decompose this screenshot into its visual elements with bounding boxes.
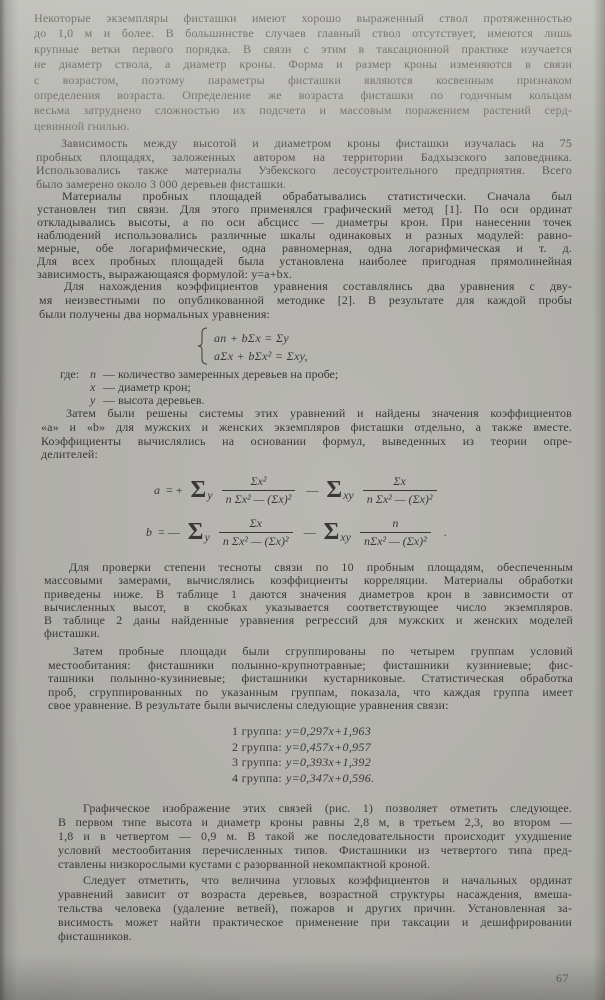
variable-symbol: y: [90, 393, 96, 407]
paragraph-line: Затем были решены системы этих уравнений и найдены значения коэффициентов: [66, 407, 572, 420]
normal-equations: [214, 329, 308, 365]
group-label: 3 группа:: [232, 755, 282, 769]
paragraph-7: [48, 645, 573, 713]
group-equation: y=0,297x+1,963: [285, 724, 372, 738]
group-label: 1 группа:: [232, 724, 282, 738]
formula-sign: —: [306, 482, 319, 497]
sum-variable: xy: [343, 487, 354, 502]
formula-sign: —: [303, 524, 316, 539]
sum-symbol: Σ: [326, 477, 343, 503]
paragraph-line: приведены ниже. В таблице 1 даются значения диаметров крон в зависимости от: [44, 587, 573, 601]
paragraph-line: Использовались также материалы Узбекского лесоустроительного предприятия. Всего: [36, 164, 572, 178]
variables-legend: [60, 368, 338, 407]
formula-lhs: a: [154, 482, 160, 497]
paragraph-line: свое уравнение. В результате были вычислены следующие уравнения связи:: [48, 699, 449, 712]
fraction-denominator: n Σx² — (Σx)²: [219, 532, 293, 549]
normal-equation-1: an + bΣx = Σy: [214, 331, 290, 345]
paragraph-line: пробных площадях, заложенных автором на территории Бадхызского заповедника.: [36, 150, 572, 164]
paragraph-line: наблюдений использовались различные шкалы одинаковых и разных модулей: равно-: [37, 229, 572, 242]
paragraph-line: Зависимость между высотой и диаметром кроны фисташки изучалась на 75: [61, 137, 572, 150]
paragraph-line: условий местообитания перечисленных типов. Фисташники из четвертого типа пред-: [58, 843, 572, 857]
paragraph-line: с возрастом, поэтому параметры фисташки являются косвенным признаком: [34, 72, 572, 87]
paragraph-line: 1,8 и в четвертом — 0,9 м. В такой же последовательности происходит ухудшение: [58, 829, 572, 843]
group-equation-row: [232, 724, 374, 740]
paragraph-line: не диаметр ствола, а диаметр кроны. Форма и размер кроны изменяются в связи: [34, 57, 572, 72]
paragraph-line: местообитания: фисташники полынно-крупнотравные; фисташники кузиниевые; фис-: [48, 658, 573, 672]
formula-end-period: .: [443, 524, 447, 539]
paragraph-line: весьма затруднено сложностью их подсчета и массовым поражением растений серд-: [34, 103, 572, 118]
paragraph-line: Для всех пробных площадей была установлена наиболее пригодная прямолинейная: [37, 255, 572, 268]
paragraph-line: Для проверки степени тесноты связи по 10 пробным площадям, обеспеченным: [69, 561, 573, 574]
formula-lhs: b: [146, 524, 152, 539]
paragraph-line: фисташки.: [44, 627, 101, 641]
fraction: [222, 474, 296, 507]
paragraph-line: было замерено около 3 000 деревьев фисташки.: [36, 177, 287, 191]
paragraph-line: тельства человека (удаление ветвей), пожаров и других причин. Установленная за-: [58, 901, 572, 915]
paragraph-line: проб, сгруппированных по указанным группам, показала, что каждая группа имеет: [48, 685, 573, 699]
paragraph-3: [37, 190, 572, 281]
variable-description: — высота деревьев.: [103, 393, 205, 407]
paragraph-4: [39, 280, 572, 321]
sum-variable: y: [204, 529, 210, 544]
sum-symbol: Σ: [323, 519, 340, 545]
formula-b: [146, 514, 447, 550]
group-equation: y=0,393x+1,392: [285, 755, 372, 769]
page-number: 67: [556, 971, 569, 985]
paragraph-line: зависимость, выражающаяся формулой: y=a+bx.: [37, 268, 293, 281]
sum-symbol: Σ: [187, 519, 204, 545]
group-equation: y=0,457x+0,957: [285, 739, 372, 754]
fraction-denominator: nΣx² — (Σx)²: [360, 532, 431, 549]
paragraph-line: Материалы пробных площадей обрабатывались статистически. Сначала был: [62, 190, 572, 203]
paragraph-line: массовыми замерами, вычислялись коэффициенты корреляции. Материалы обработки: [44, 574, 573, 588]
group-label: 2 группа:: [232, 739, 282, 754]
legend-spacer: [60, 381, 90, 394]
fraction-numerator: Σx²: [250, 473, 267, 488]
paragraph-line: ташники полынно-кузиниевые; фисташники кустарниковые. Статистическая обработка: [48, 672, 573, 685]
fraction-numerator: Σx: [393, 473, 406, 488]
paragraph-6: [44, 561, 573, 641]
paragraph-line: определения возраста. Определение же возраста фисташки по годичным кольцам: [34, 87, 572, 102]
equation-system-brace: [197, 327, 209, 365]
fraction: [360, 516, 431, 549]
group-equation-row: [232, 740, 374, 756]
paragraph-line: Коэффициенты вычислялись на основании формул, выведенных из теории опре-: [41, 434, 572, 448]
paragraph-line: Затем пробные площади были сгруппированы по четырем группам условий: [73, 645, 573, 658]
paragraph-line: Графическое изображение этих связей (рис. 1) позволяет отметить следующее.: [83, 801, 572, 815]
formula-sign: = +: [166, 482, 183, 497]
paragraph-2: [36, 137, 572, 191]
variable-description: — диаметр крон;: [103, 380, 191, 394]
variable-symbol: x: [90, 380, 96, 394]
paragraph-line: крупные ветки первого порядка. В связи с этим в таксационной практике изучается: [34, 41, 572, 56]
paragraph-line: Для нахождения коэффициентов уравнения составлялись два уравнения с дву-: [64, 280, 572, 293]
group-equations: [232, 724, 374, 786]
fraction-denominator: n Σx² — (Σx)²: [363, 490, 437, 507]
paragraph-line: В таблице 2 даны найденные уравнения регрессий для мужских и женских моделей: [44, 614, 573, 628]
fraction-numerator: Σx: [249, 515, 262, 530]
sum-symbol: Σ: [190, 477, 207, 503]
paragraph-line: установлен тип связи. Для этого применялся графический метод [1]. По оси ординат: [37, 203, 572, 216]
paragraph-line: фисташников.: [58, 929, 133, 943]
paragraph-5: [41, 407, 572, 462]
paragraph-line: до 1,0 м и более. В большинстве случаев главный ствол отсутствует, имеются лишь: [34, 26, 572, 41]
paragraph-line: Некоторые экземпляры фисташки имеют хорошо выраженный ствол протяженностью: [34, 11, 572, 25]
where-label: где:: [60, 367, 80, 381]
paragraph-line: мерные, обе логарифмические, одна равномерная, одна логарифмическая и т. д.: [37, 242, 572, 255]
formula-sign: = —: [158, 524, 180, 539]
sum-variable: y: [207, 487, 213, 502]
paragraph-line: делителей:: [41, 448, 98, 462]
paragraph-line: висимость может найти практическое применение при таксации и дешифрировании: [58, 915, 572, 929]
paragraph-line: В первом типе высота и диаметр кроны равны 2,8 м, в третьем 2,3, во втором —: [58, 815, 572, 829]
paragraph-line: цевинной гнилью.: [34, 118, 130, 133]
paragraph-line: вычисленных высот, в скобках указывается соответствующее число экземпляров.: [44, 600, 573, 614]
paragraph-1: [34, 11, 572, 134]
group-equation-row: [232, 755, 374, 771]
legend-spacer: [60, 394, 90, 407]
paragraph-9: [58, 873, 572, 943]
paragraph-line: Следует отметить, что величина угловых коэффициентов и начальных ординат: [83, 873, 572, 887]
paragraph-line: уравнений зависит от возраста деревьев, возрастной структуры насаждения, вмеша-: [58, 887, 572, 901]
normal-equation-2: aΣx + bΣx² = Σxy,: [214, 349, 308, 363]
group-equation-row: [232, 771, 374, 787]
group-label: 4 группа:: [232, 770, 282, 785]
fraction-denominator: n Σx² — (Σx)²: [222, 490, 296, 507]
group-equation: y=0,347x+0,596.: [285, 770, 375, 785]
fraction-numerator: n: [392, 515, 399, 530]
fraction: [363, 474, 437, 507]
formula-a: [154, 472, 442, 508]
paragraph-line: откладывались высоты, а по оси абсцисс — диаметры крон. При нанесении точек: [37, 216, 572, 229]
fraction: [219, 516, 293, 549]
sum-variable: xy: [340, 529, 351, 544]
variable-description: — количество замеренных деревьев на пробе;: [103, 367, 339, 381]
paragraph-line: «a» и «b» для мужских и женских экземпляров фисташки отдельно, а также вместе.: [41, 420, 572, 434]
paragraph-line: ставлены низкорослыми кустами с разорванной некомпактной кроной.: [58, 857, 431, 871]
variable-symbol: n: [90, 367, 96, 381]
paragraph-8: [58, 801, 572, 871]
paragraph-line: были получены два нормальных уравнения:: [39, 307, 271, 321]
paragraph-line: мя неизвестными по опубликованной методике [2]. В результате для каждой пробы: [39, 293, 572, 307]
